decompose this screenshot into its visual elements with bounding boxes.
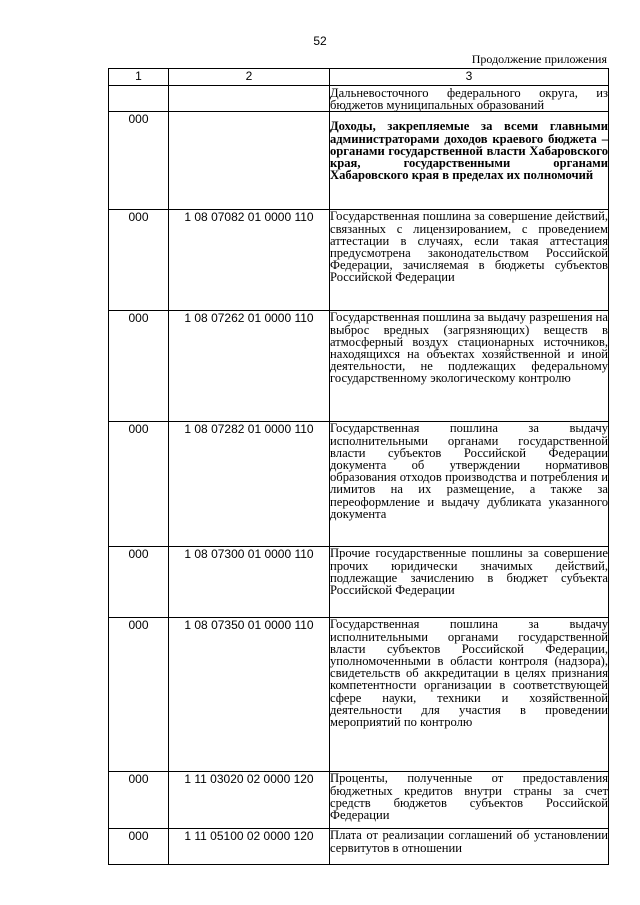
budget-code-cell: 1 11 03020 02 0000 120 [169,772,330,829]
budget-code-cell [169,86,330,112]
description-cell: Проценты, полученные от предоставления бюджетных кредитов внутри страны за счет средств бюджетов субъектов Российской Федерации [330,772,609,829]
table-row [109,547,609,618]
column-header-2: 2 [169,69,330,86]
description-cell: Плата от реализации соглашений об установлении сервитутов в отношении [330,829,609,865]
description-cell: Прочие государственные пошлины за совершение прочих юридически значимых действий, подлежащие зачислению в бюджет субъекта Российской Федерации [330,547,609,618]
column-header-1: 1 [109,69,169,86]
description-cell: Государственная пошлина за выдачу исполнительными органами государственной власти субъектов Российской Федерации, уполномоченными в области контроля (надзора), свидетельств об аккредитации в целях признания компетентности организации в соответствующей сфере науки, техники и хозяйственной деятельности для участия в проведении мероприятий по контролю [330,618,609,772]
table-header-row [109,69,609,86]
description-cell: Государственная пошлина за выдачу разрешения на выброс вредных (загрязняющих) веществ в атмосферный воздух стационарных источников, находящихся на объектах хозяйственной и иной деятельности, не подлежащих федеральному государственному экологическому контролю [330,311,609,422]
column-header-3: 3 [330,69,609,86]
budget-code-cell: 1 08 07282 01 0000 110 [169,422,330,547]
section-heading-cell: Доходы, закрепляемые за всеми главными администраторами доходов краевого бюджета – органами государственной власти Хабаровского края, государственными органами Хабаровского края в пределах их полномочий [330,112,609,210]
admin-code-cell: 000 [109,829,169,865]
budget-code-cell: 1 11 05100 02 0000 120 [169,829,330,865]
budget-code-cell: 1 08 07300 01 0000 110 [169,547,330,618]
admin-code-cell [109,86,169,112]
table-row [109,311,609,422]
admin-code-cell: 000 [109,618,169,772]
page-number: 52 [313,34,327,48]
description-cell: Дальневосточного федерального округа, из бюджетов муниципальных образований [330,86,608,113]
budget-code-cell [169,112,330,210]
admin-code-cell: 000 [109,772,169,829]
admin-code-cell: 000 [109,210,169,311]
admin-code-cell: 000 [109,112,169,210]
budget-code-cell: 1 08 07350 01 0000 110 [169,618,330,772]
continuation-label: Продолжение приложения [471,52,607,66]
table-row [109,86,609,112]
table-row [109,772,609,829]
admin-code-cell: 000 [109,422,169,547]
description-cell: Государственная пошлина за совершение действий, связанных с лицензированием, с проведением аттестации в случаях, если такая аттестация предусмотрена законодательством Российской Федерации, зачисляемая в бюджеты субъектов Российской Федерации [330,210,609,311]
table-row [109,210,609,311]
admin-code-cell: 000 [109,547,169,618]
budget-code-cell: 1 08 07082 01 0000 110 [169,210,330,311]
table-row [109,112,609,210]
revenue-table [108,68,609,865]
admin-code-cell: 000 [109,311,169,422]
table-row [109,618,609,772]
budget-code-cell: 1 08 07262 01 0000 110 [169,311,330,422]
description-cell: Государственная пошлина за выдачу исполнительными органами государственной власти субъектов Российской Федерации документа об утверждении нормативов образования отходов производства и потребления и лимитов на их размещение, а также за переоформление и выдачу дубликата указанного документа [330,422,609,547]
table-row [109,422,609,547]
table-row [109,829,609,865]
